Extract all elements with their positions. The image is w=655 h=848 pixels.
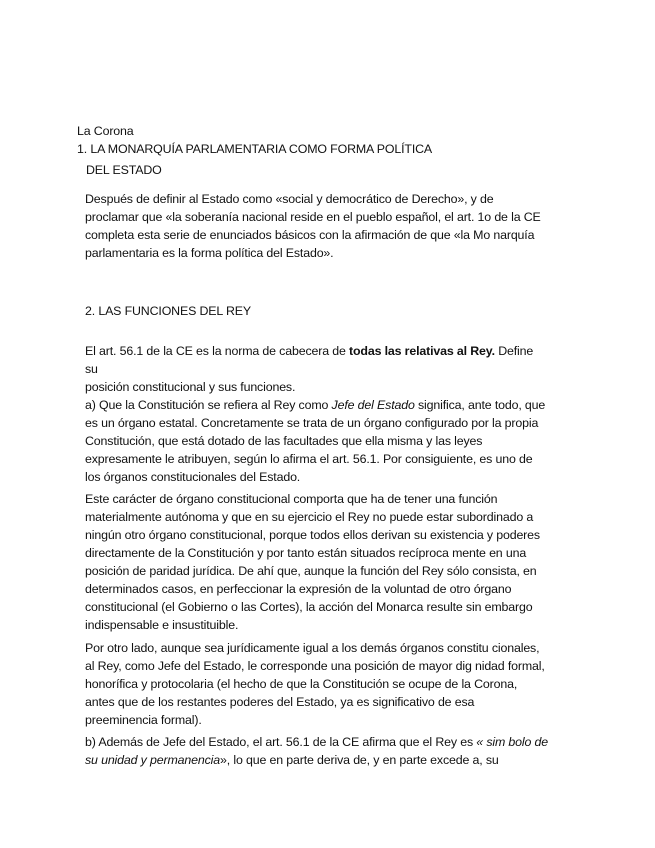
paragraph-line: honorífica y protocolaria (el hecho de que la Constitución se ocupe de la Corona, [85, 677, 518, 691]
text-run: El art. 56.1 de la CE es la norma de cabecera de [85, 344, 350, 358]
paragraph-line: Constitución, que está dotado de las facultades que ella misma y las leyes [85, 434, 483, 448]
section-1-heading: 1. LA MONARQUÍA PARLAMENTARIA COMO FORMA POLÍTICA [77, 142, 433, 156]
paragraph-line: su [85, 362, 98, 376]
paragraph-line: directamente de la Constitución y por tanto están situados recíproca mente en una [85, 546, 527, 560]
text-run: », lo que en parte deriva de, y en parte excede a, su [220, 753, 499, 767]
paragraph-line: Después de definir al Estado como «social y democrático de Derecho», y de [85, 192, 494, 206]
bold-text-run: todas las relativas al Rey. [349, 344, 495, 358]
paragraph-line: parlamentaria es la forma política del Estado». [85, 246, 334, 260]
paragraph-line: preeminencia formal). [85, 713, 202, 727]
text-run: a) Que la Constitución se refiera al Rey como [85, 398, 332, 412]
paragraph-line [85, 343, 533, 361]
italic-text-run: Jefe del Estado [331, 398, 415, 412]
paragraph-line: Por otro lado, aunque sea jurídicamente igual a los demás órganos constitu cionales, [85, 641, 540, 655]
paragraph-line: materialmente autónoma y que en su ejercicio el Rey no puede estar subordinado a [85, 510, 534, 524]
paragraph-line: los órganos constitucionales del Estado. [85, 470, 301, 484]
paragraph-line: posición constitucional y sus funciones. [85, 380, 296, 394]
paragraph-line: constitucional (el Gobierno o las Cortes), la acción del Monarca resulte sin embargo [85, 600, 533, 614]
paragraph-line: posición de paridad jurídica. De ahí que, aunque la función del Rey sólo consista, en [85, 564, 537, 578]
paragraph-line: es un órgano estatal. Concretamente se trata de un órgano configurado por la propia [85, 416, 539, 430]
paragraph-line: Este carácter de órgano constitucional comporta que ha de tener una función [85, 492, 498, 506]
paragraph-line [85, 752, 499, 770]
paragraph-line: proclamar que «la soberanía nacional reside en el pueblo español, el art. 1o de la CE [85, 210, 541, 224]
document-title: La Corona [77, 124, 134, 138]
text-run: b) Además de Jefe del Estado, el art. 56.1 de la CE afirma que el Rey es [85, 735, 477, 749]
paragraph-line: antes que de los restantes poderes del Estado, ya es significativo de esa [85, 695, 475, 709]
section-2-heading: 2. LAS FUNCIONES DEL REY [85, 304, 252, 318]
paragraph-line: expresamente le atribuyen, según lo afirma el art. 56.1. Por consiguiente, es uno de [85, 452, 533, 466]
paragraph-line [85, 397, 545, 415]
paragraph-line: ningún otro órgano constitucional, porque todos ellos derivan su existencia y poderes [85, 528, 540, 542]
text-run: significa, ante todo, que [414, 398, 546, 412]
paragraph-line: al Rey, como Jefe del Estado, le corresponde una posición de mayor dig nidad formal, [85, 659, 545, 673]
paragraph-line: determinados casos, en perfeccionar la expresión de la voluntad de otro órgano [85, 582, 512, 596]
section-1-heading-cont: DEL ESTADO [86, 163, 162, 177]
paragraph-line [85, 734, 548, 752]
italic-text-run: su unidad y permanencia [85, 753, 221, 767]
text-run: Define [494, 344, 534, 358]
paragraph-line: indispensable e insustituible. [85, 618, 239, 632]
paragraph-line: completa esta serie de enunciados básicos con la afirmación de que «la Mo narquía [85, 228, 535, 242]
italic-text-run: « sim bolo de [476, 735, 549, 749]
